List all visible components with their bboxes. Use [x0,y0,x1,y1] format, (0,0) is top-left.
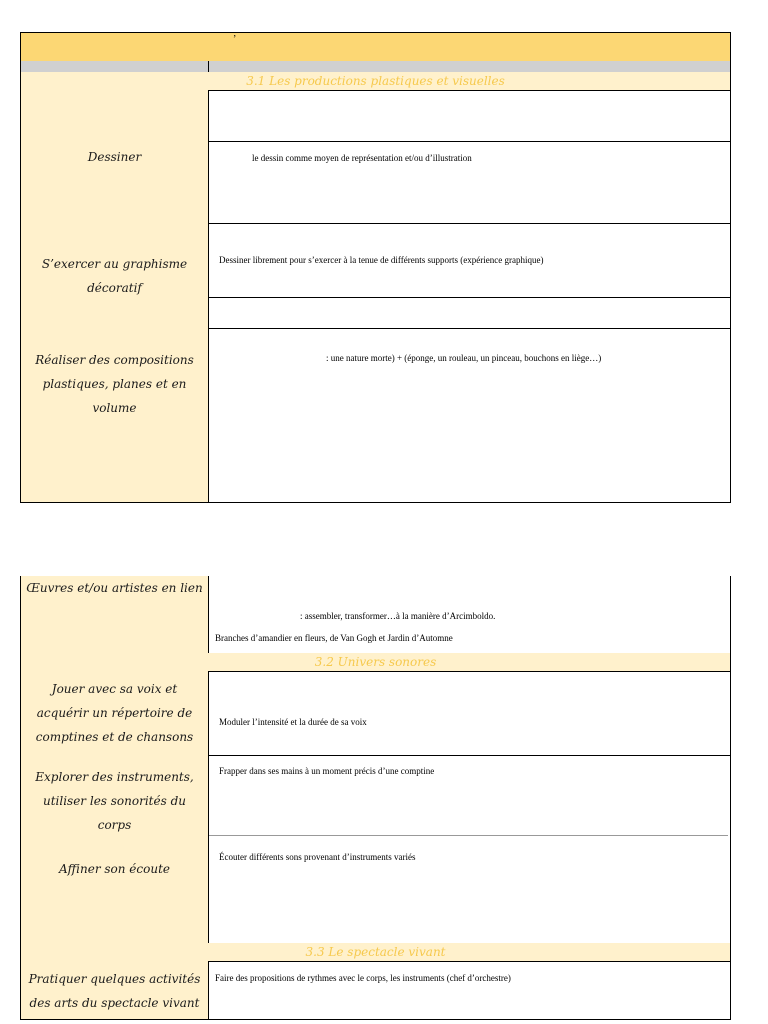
table-row-instruments [20,755,731,835]
row-label: Dessiner [21,90,209,223]
row-text: Faire des propositions de rythmes avec le corps, les instruments (chef d’orchestre) [215,973,511,983]
row-text-line-1: : assembler, transformer…à la manière d’Arcimboldo. [300,611,496,621]
row-label: S’exercer au graphisme décoratif [21,223,209,328]
row-label: Réaliser des compositions plastiques, planes et en volume [21,328,209,502]
table-row-ecoute [20,835,731,944]
header-mark: ’ [233,34,237,45]
curriculum-table-2 [20,576,731,1020]
row-content [209,328,730,502]
row-content [209,835,730,943]
row-label: Jouer avec sa voix et acquérir un répertoire de comptines et de chansons [21,671,209,755]
header-band [20,32,731,62]
row-content [209,576,730,653]
curriculum-table-1 [20,32,731,503]
cell-divider [209,297,730,298]
row-text: Écouter différents sons provenant d’instruments variés [219,852,416,862]
row-text: Frapper dans ses mains à un moment précis d’une comptine [219,766,435,776]
row-content [209,755,730,835]
table-row-compositions [20,328,731,503]
row-content [209,671,730,755]
row-text-line-2: Branches d’amandier en fleurs, de Van Gogh et Jardin d’Automne [215,633,453,643]
row-text: Dessiner librement pour s’exercer à la tenue de différents supports (expérience graphique) [219,255,544,265]
table-row-voix [20,671,731,756]
row-label: Pratiquer quelques activités des arts du spectacle vivant [21,961,209,1019]
table-row-spectacle [20,961,731,1020]
column-divider [208,61,209,72]
row-text: Moduler l’intensité et la durée de sa voix [219,717,367,727]
section-header-spectacle-vivant: 3.3 Le spectacle vivant [20,943,731,962]
row-label: Affiner son écoute [21,835,209,943]
table-row-graphisme [20,223,731,329]
row-label: Œuvres et/ou artistes en lien [21,576,209,653]
row-text: : une nature morte) + (éponge, un rouleau, un pinceau, bouchons en liège…) [326,353,602,363]
row-label: Explorer des instruments, utiliser les sonorités du corps [21,755,209,835]
row-content [209,223,730,328]
table-row-oeuvres [20,576,731,654]
cell-divider [209,141,730,142]
row-content [209,90,730,223]
section-header-productions: 3.1 Les productions plastiques et visuelles [20,72,731,91]
table-row-dessiner [20,90,731,224]
row-content [209,961,730,1019]
section-header-univers-sonores: 3.2 Univers sonores [20,653,731,672]
row-text: le dessin comme moyen de représentation et/ou d’illustration [252,153,472,163]
